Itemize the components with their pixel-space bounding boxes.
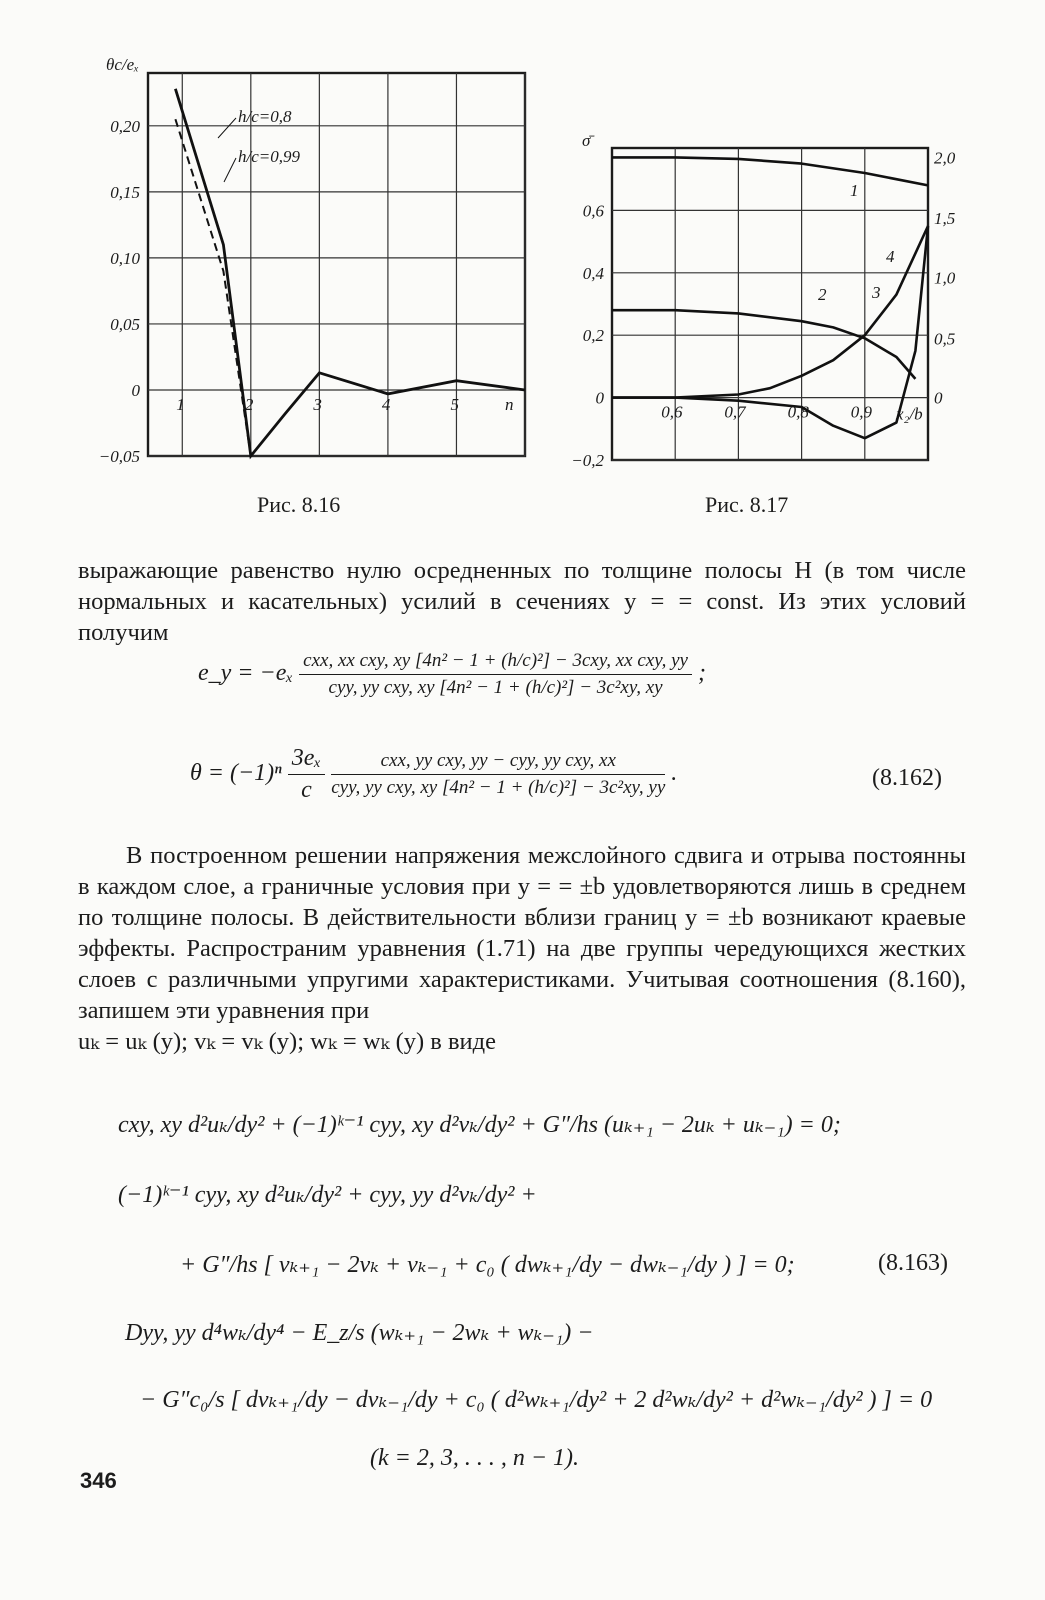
denominator: cyy, yy cxy, xy [4n² − 1 + (h/c)²] − 3c²xy, xy bbox=[328, 677, 663, 698]
series-label-4: 4 bbox=[886, 247, 895, 266]
series-label-1: 1 bbox=[850, 181, 859, 200]
equation-8-163-line-5: − G″c₀/s [ dvₖ₊₁/dy − dvₖ₋₁/dy + c₀ ( d²wₖ₊₁/dy² + 2 d²wₖ/dy² + d²wₖ₋₁/dy² ) ] = 0 bbox=[140, 1387, 933, 1413]
paragraph bbox=[78, 555, 966, 648]
y-left-tick-label: 0 bbox=[595, 388, 604, 408]
x-tick-label: 0,9 bbox=[850, 402, 873, 422]
denominator: c bbox=[301, 777, 312, 803]
coefficient-fraction bbox=[288, 745, 325, 804]
y-tick-label: 0,05 bbox=[110, 314, 140, 334]
equation-lhs: e_y = −eₓ bbox=[198, 660, 294, 687]
equation-lhs: θ = (−1)ⁿ bbox=[190, 760, 282, 787]
x-tick-label: 1 bbox=[176, 394, 185, 414]
series-label-2: 2 bbox=[818, 285, 827, 304]
series-line-h-c-0-99 bbox=[175, 119, 250, 456]
numerator: cxx, yy cxy, yy − cyy, yy cxy, xx bbox=[331, 750, 665, 775]
x-tick-label: 0,7 bbox=[724, 402, 746, 422]
y-left-tick-label: 0,6 bbox=[582, 201, 604, 221]
equation-8-163-line-3: + G″/hs [ vₖ₊₁ − 2vₖ + vₖ₋₁ + c₀ ( dwₖ₊₁/dy − dwₖ₋₁/dy ) ] = 0; bbox=[180, 1252, 795, 1278]
equation-fraction bbox=[299, 650, 692, 699]
leader-line bbox=[218, 118, 236, 138]
equation-8-162-a bbox=[198, 650, 706, 699]
equation-end: ; bbox=[697, 660, 706, 687]
series-line-3 bbox=[612, 226, 928, 438]
plot-frame bbox=[612, 148, 928, 460]
y-axis-label: θc/eₓ bbox=[106, 55, 139, 74]
paragraph-text-last-line: uₖ = uₖ (y); vₖ = vₖ (y); wₖ = wₖ (y) в виде bbox=[78, 1028, 496, 1055]
y-tick-label: −0,05 bbox=[98, 447, 140, 466]
series-label-h-c-0-8: h/c=0,8 bbox=[238, 107, 292, 126]
paragraph-text: выражающие равенство нулю осредненных по толщине полосы H (в том числе нормальных и касательных) усилий в сечениях y = = const. Из этих условий получим bbox=[78, 557, 966, 646]
y-left-tick-label: 0,2 bbox=[582, 326, 604, 346]
paragraph-text: В построенном решении напряжения межслойного сдвига и отрыва постоянны в каждом слое, а граничные условия при y = = ±b удовлетворяются лишь в среднем по толщине полосы. В действительности вблизи границ y = ±b возникают краевые эффекты. Распространим уравнения (1.71) на две группы чередующихся жестких слоев с различными упругими характеристиками. Учитывая соотношения (8.160), запишем эти уравнения при bbox=[78, 842, 966, 1024]
series-line-h-c-0-8 bbox=[175, 89, 525, 456]
equation-fraction bbox=[331, 750, 665, 799]
y-tick-label: 0,15 bbox=[110, 182, 140, 202]
equation-number: (8.162) bbox=[872, 765, 942, 791]
series-line-4 bbox=[612, 226, 928, 398]
equation-8-163-line-6: (k = 2, 3, . . . , n − 1). bbox=[370, 1445, 580, 1471]
equation-number: (8.163) bbox=[878, 1250, 948, 1276]
x-tick-label: 0,8 bbox=[787, 402, 809, 422]
figure-8-16 bbox=[0, 0, 560, 530]
x-tick-label: 5 bbox=[450, 394, 459, 414]
series-line-2 bbox=[612, 310, 915, 379]
page-number: 346 bbox=[80, 1468, 117, 1493]
y-tick-label: 0,10 bbox=[110, 248, 140, 268]
numerator: 3eₓ bbox=[288, 745, 325, 775]
figure-caption: Рис. 8.16 bbox=[257, 492, 341, 517]
plot-frame bbox=[148, 73, 525, 456]
y-tick-label: 0 bbox=[131, 380, 140, 400]
series-label-3: 3 bbox=[872, 283, 881, 302]
chart-8-16 bbox=[0, 0, 560, 530]
paragraph bbox=[78, 840, 966, 1057]
denominator: cyy, yy cxy, xy [4n² − 1 + (h/c)²] − 3c²xy, yy bbox=[331, 777, 666, 798]
y-axis-label: σ̄ bbox=[582, 131, 591, 150]
y-tick-label: 0,20 bbox=[110, 116, 140, 136]
series-line-1 bbox=[612, 157, 928, 185]
equation-8-163-line-1: cxy, xy d²uₖ/dy² + (−1)ᵏ⁻¹ cyy, xy d²vₖ/dy² + G″/hs (uₖ₊₁ − 2uₖ + uₖ₋₁) = 0; bbox=[118, 1112, 841, 1138]
equation-8-163-line-4: Dyy, yy d⁴wₖ/dy⁴ − E_z/s (wₖ₊₁ − 2wₖ + wₖ₋₁) − bbox=[125, 1320, 594, 1346]
y-right-tick-label: 0,5 bbox=[934, 329, 956, 349]
equation-end: . bbox=[671, 760, 678, 787]
y-right-tick-label: 1,5 bbox=[934, 209, 956, 229]
x-tick-label: n bbox=[505, 394, 514, 414]
y-right-tick-label: 2,0 bbox=[934, 148, 956, 168]
equation-8-162-b bbox=[190, 745, 677, 804]
y-left-tick-label: 0,4 bbox=[582, 263, 604, 283]
x-tick-label: 0,6 bbox=[661, 402, 683, 422]
chart-8-17 bbox=[560, 0, 1045, 530]
series-label-h-c-0-99: h/c=0,99 bbox=[238, 147, 300, 166]
x-axis-label: x₂/b bbox=[896, 404, 923, 424]
figure-caption: Рис. 8.17 bbox=[705, 492, 789, 517]
y-right-tick-label: 1,0 bbox=[934, 268, 956, 288]
figure-8-17 bbox=[560, 0, 1045, 530]
x-tick-label: 2 bbox=[244, 394, 254, 414]
numerator: cxx, xx cxy, xy [4n² − 1 + (h/c)²] − 3cxy, xx cxy, yy bbox=[299, 650, 692, 675]
equation-8-163-line-2: (−1)ᵏ⁻¹ cyy, xy d²uₖ/dy² + cyy, yy d²vₖ/dy² + bbox=[118, 1182, 537, 1208]
x-tick-label: 3 bbox=[313, 394, 322, 414]
x-tick-label: 4 bbox=[381, 394, 391, 414]
leader-line bbox=[224, 158, 236, 182]
y-left-tick-label: −0,2 bbox=[571, 451, 604, 470]
y-right-tick-label: 0 bbox=[934, 388, 943, 408]
